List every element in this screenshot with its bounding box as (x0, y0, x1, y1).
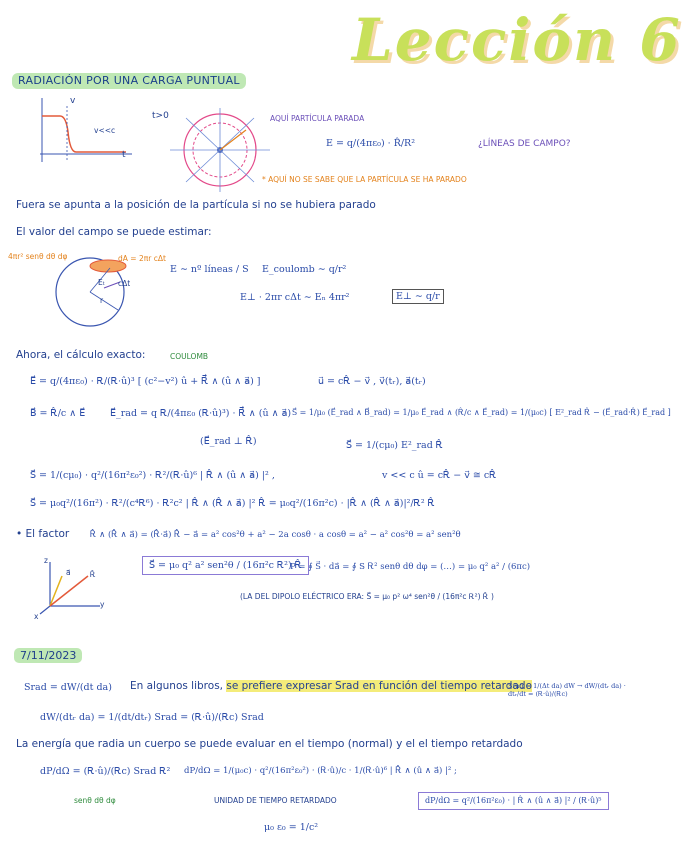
velocity-graph (36, 96, 136, 166)
perp-eq: (E⃗_rad ⊥ Ꭱ̂) (200, 436, 257, 447)
r-label: r (100, 296, 104, 305)
dP-eq-2: dP/dΩ = 1/(μ₀c) · q²/(16π²ε₀²) · (Ꭱ·û)/c · 1/(Ꭱ·û)⁶ | Ꭱ̂ ∧ (û ∧ a⃗) |² ; (184, 766, 457, 776)
books-text-highlight: se prefiere expresar Srad en función del tiempo retardado (226, 680, 532, 692)
srad-eq: Srad = dW/(dt da) (24, 682, 112, 693)
t-condition: t>0 (152, 111, 169, 121)
v-axis-label: v (70, 96, 76, 106)
v-condition: v<<c (94, 126, 116, 135)
E-field-eq: E⃗ = q/(4πε₀) · Ꭱ/(Ꭱ·û)³ [ (c²−v²) û + Ꭱ⃗ ∧ (û ∧ a⃗) ] (30, 376, 261, 387)
c-dt-label: cΔt (118, 279, 131, 288)
sen-note: senθ dθ dφ (74, 796, 116, 805)
estimate-result: E⊥ ∼ q/r (392, 289, 444, 304)
text-line-2: El valor del campo se puede estimar: (16, 226, 212, 238)
not-known-note: * AQUÍ NO SE SABE QUE LA PARTÍCULA SE HA PARADO (262, 175, 467, 184)
srad-eq-2: dW/(dtᵣ da) = 1/(dt/dtᵣ) Srad = (Ꭱ·û)/(Ꭱc) Srad (40, 712, 264, 723)
particle-note: AQUÍ PARTÍCULA PARADA (270, 114, 365, 123)
t-axis-label: t (122, 150, 126, 160)
energy-text: La energía que radia un cuerpo se puede evaluar en el tiempo (normal) y el el tiempo retardado (16, 738, 523, 750)
estimate-eq-1: E ∼ nº líneas / S (170, 264, 249, 275)
axis-z: z (44, 556, 48, 565)
estimate-eq-2: E_coulomb ∼ q/r² (262, 264, 347, 275)
axis-y: y (100, 600, 105, 609)
poynting-eq: S⃗ = 1/μ₀ (E⃗_rad ∧ B⃗_rad) = 1/μ₀ E⃗_rad ∧ (Ꭱ̂/c ∧ E⃗_rad) = 1/(μ₀c) [ E²_rad Ꭱ̂ − (E⃗_rad·Ꭱ̂) E⃗_rad ] (292, 408, 671, 417)
axis-r: Ꭱ̂ (90, 570, 96, 579)
poynting-eq-2: S⃗ = 1/(cμ₀) E²_rad Ꭱ̂ (346, 440, 443, 451)
e-perp-label: Eₜ (98, 278, 105, 287)
final-box: dP/dΩ = q²/(16π²ε₀) · | Ꭱ̂ ∧ (û ∧ a⃗) |² / (Ꭱ·û)⁵ (418, 792, 609, 810)
B-field-eq: B⃗ = Ꭱ̂/c ∧ E⃗ (30, 408, 86, 419)
section-heading: RADIACIÓN POR UNA CARGA PUNTUAL (12, 73, 246, 89)
coulomb-note: COULOMB (170, 352, 209, 361)
mu-eps-eq: μ₀ ε₀ = 1/c² (264, 822, 319, 833)
exact-intro: Ahora, el cálculo exacto: (16, 349, 146, 361)
unidad-note: UNIDAD DE TIEMPO RETARDADO (214, 796, 337, 805)
surface-note: 4πr² senθ dθ dφ (8, 252, 68, 261)
poynting-eq-4: S⃗ = μ₀q²/(16π²) · Ꭱ²/(c⁴Ꭱ⁶) · Ꭱ²c² | Ꭱ̂ ∧ (Ꭱ̂ ∧ a⃗) |² Ꭱ̂ = μ₀q²/(16π²c) · |Ꭱ̂ ∧ (Ꭱ̂ ∧ a⃗)|²/Ꭱ² Ꭱ̂ (30, 498, 435, 509)
books-text (130, 680, 532, 692)
lesson-title: Lección 6 (352, 6, 682, 74)
field-equation: E = q/(4πε₀) · R̂/R² (326, 138, 416, 149)
ring-note: dA = 2πr cΔt (118, 254, 166, 263)
dipole-note: (LA DEL DIPOLO ELÉCTRICO ERA: S⃗ = μ₀ p² ω⁴ sen²θ / (16π²c Ꭱ²) Ꭱ̂ ) (240, 592, 494, 601)
estimate-eq-3: E⊥ · 2πr cΔt ∼ Eₙ 4πr² (240, 292, 350, 303)
field-lines-question: ¿LÍNEAS DE CAMPO? (478, 139, 571, 149)
srad-right-eq: Srad = 1/(Δt da) dW → dW/(dtᵣ da) · dtᵣ/dt = (Ꭱ·û)/(Ꭱc) (508, 682, 626, 698)
date-heading: 7/11/2023 (14, 648, 82, 663)
axis-a: a⃗ (66, 568, 71, 577)
books-text-pre: En algunos libros, (130, 680, 224, 692)
axis-x: x (34, 612, 39, 621)
poynting-box: S⃗ = μ₀ q² a² sen²θ / (16π²c Ꭱ²) Ꭱ̂ (142, 556, 309, 575)
u-def-eq: u⃗ = cᎡ̂ − v⃗ , v⃗(tᵣ), a⃗(tᵣ) (318, 376, 426, 387)
factor-eq: Ꭱ̂ ∧ (Ꭱ̂ ∧ a⃗) = (Ꭱ̂·a⃗) Ꭱ̂ − a⃗ = a² cos²θ + a² − 2a cosθ · a cosθ = a² − a² cos²θ = a² sen²θ (90, 530, 461, 540)
dP-eq-1: dP/dΩ = (Ꭱ·û)/(Ꭱc) Srad Ꭱ² (40, 766, 171, 777)
sphere-diagram (46, 252, 136, 332)
text-line-1: Fuera se apunta a la posición de la partícula si no se hubiera parado (16, 199, 376, 211)
v-condition-eq: v << c û = cᎡ̂ − v⃗ ≅ cᎡ̂ (382, 470, 497, 481)
power-eq: P = ∮ S⃗ · da⃗ = ∮ S Ꭱ² senθ dθ dφ = (…) = μ₀ q² a² / (6πc) (290, 562, 531, 572)
E-rad-eq: E⃗_rad = q Ꭱ/(4πε₀ (Ꭱ·û)³) · Ꭱ⃗ ∧ (û ∧ a⃗) (110, 408, 292, 419)
poynting-eq-3: S⃗ = 1/(cμ₀) · q²/(16π²ε₀²) · Ꭱ²/(Ꭱ·û)⁶ | Ꭱ̂ ∧ (û ∧ a⃗) |² , (30, 470, 275, 481)
factor-label: • El factor (16, 528, 70, 540)
